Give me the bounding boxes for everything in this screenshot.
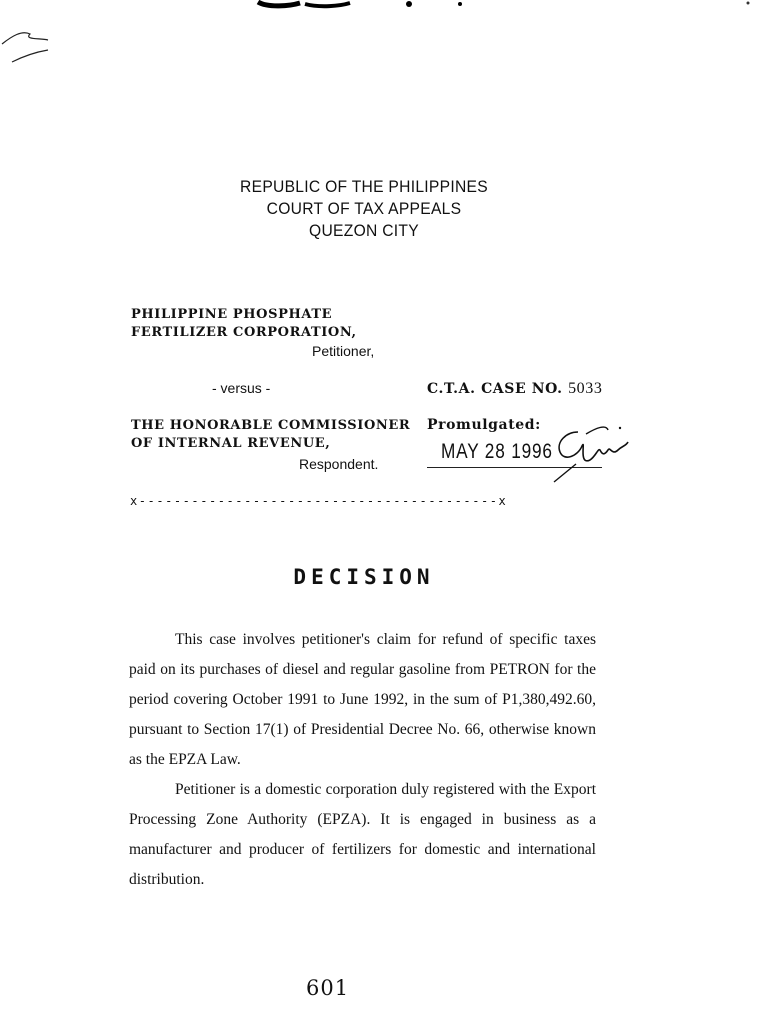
caption-divider: x-----------------------------------------x	[130, 494, 508, 508]
header-line-republic: REPUBLIC OF THE PHILIPPINES	[240, 177, 488, 196]
paragraph-1-text: This case involves petitioner's claim for refund of specific taxes paid on its purchases of diesel and regular gasoline from PETRON for the period covering October 1991 to June 1992, in the sum of P1,380,492.60, pursuant to Section 17(1) of Presidential Decree No. 66, otherwise known as the EPZA Law.	[129, 631, 596, 768]
promulgated-date-stamp: MAY 28 1996	[441, 440, 553, 463]
paragraph-1	[129, 625, 596, 775]
decision-title: DECISION	[293, 565, 435, 589]
page-number: 601	[306, 976, 350, 1000]
paragraph-2	[129, 775, 596, 895]
paragraph-2-text: Petitioner is a domestic corporation duly registered with the Export Processing Zone Authority (EPZA). It is engaged in business as a manufacturer and producer of fertilizers for domestic and international distribution.	[129, 781, 596, 888]
petitioner-name-line1: PHILIPPINE PHOSPHATE	[131, 307, 333, 322]
case-number-label: C.T.A. CASE NO.	[427, 381, 563, 397]
signature-mark	[548, 420, 638, 484]
petitioner-role: Petitioner,	[312, 343, 375, 359]
promulgated-label: Promulgated:	[427, 417, 541, 433]
versus-label: - versus -	[212, 380, 271, 396]
petitioner-name-line2: FERTILIZER CORPORATION,	[131, 325, 357, 340]
respondent-name-line1: THE HONORABLE COMMISSIONER	[131, 418, 411, 433]
top-scan-marks	[0, 0, 768, 80]
case-number-value: 5033	[568, 380, 603, 397]
respondent-name-line2: OF INTERNAL REVENUE,	[131, 436, 331, 451]
header-line-court: COURT OF TAX APPEALS	[266, 199, 462, 218]
header-line-city: QUEZON CITY	[309, 221, 419, 240]
petitioner-name	[131, 306, 357, 342]
court-header	[29, 176, 699, 242]
respondent-role: Respondent.	[299, 456, 379, 472]
respondent-name	[131, 417, 410, 453]
case-number-line	[427, 380, 602, 398]
